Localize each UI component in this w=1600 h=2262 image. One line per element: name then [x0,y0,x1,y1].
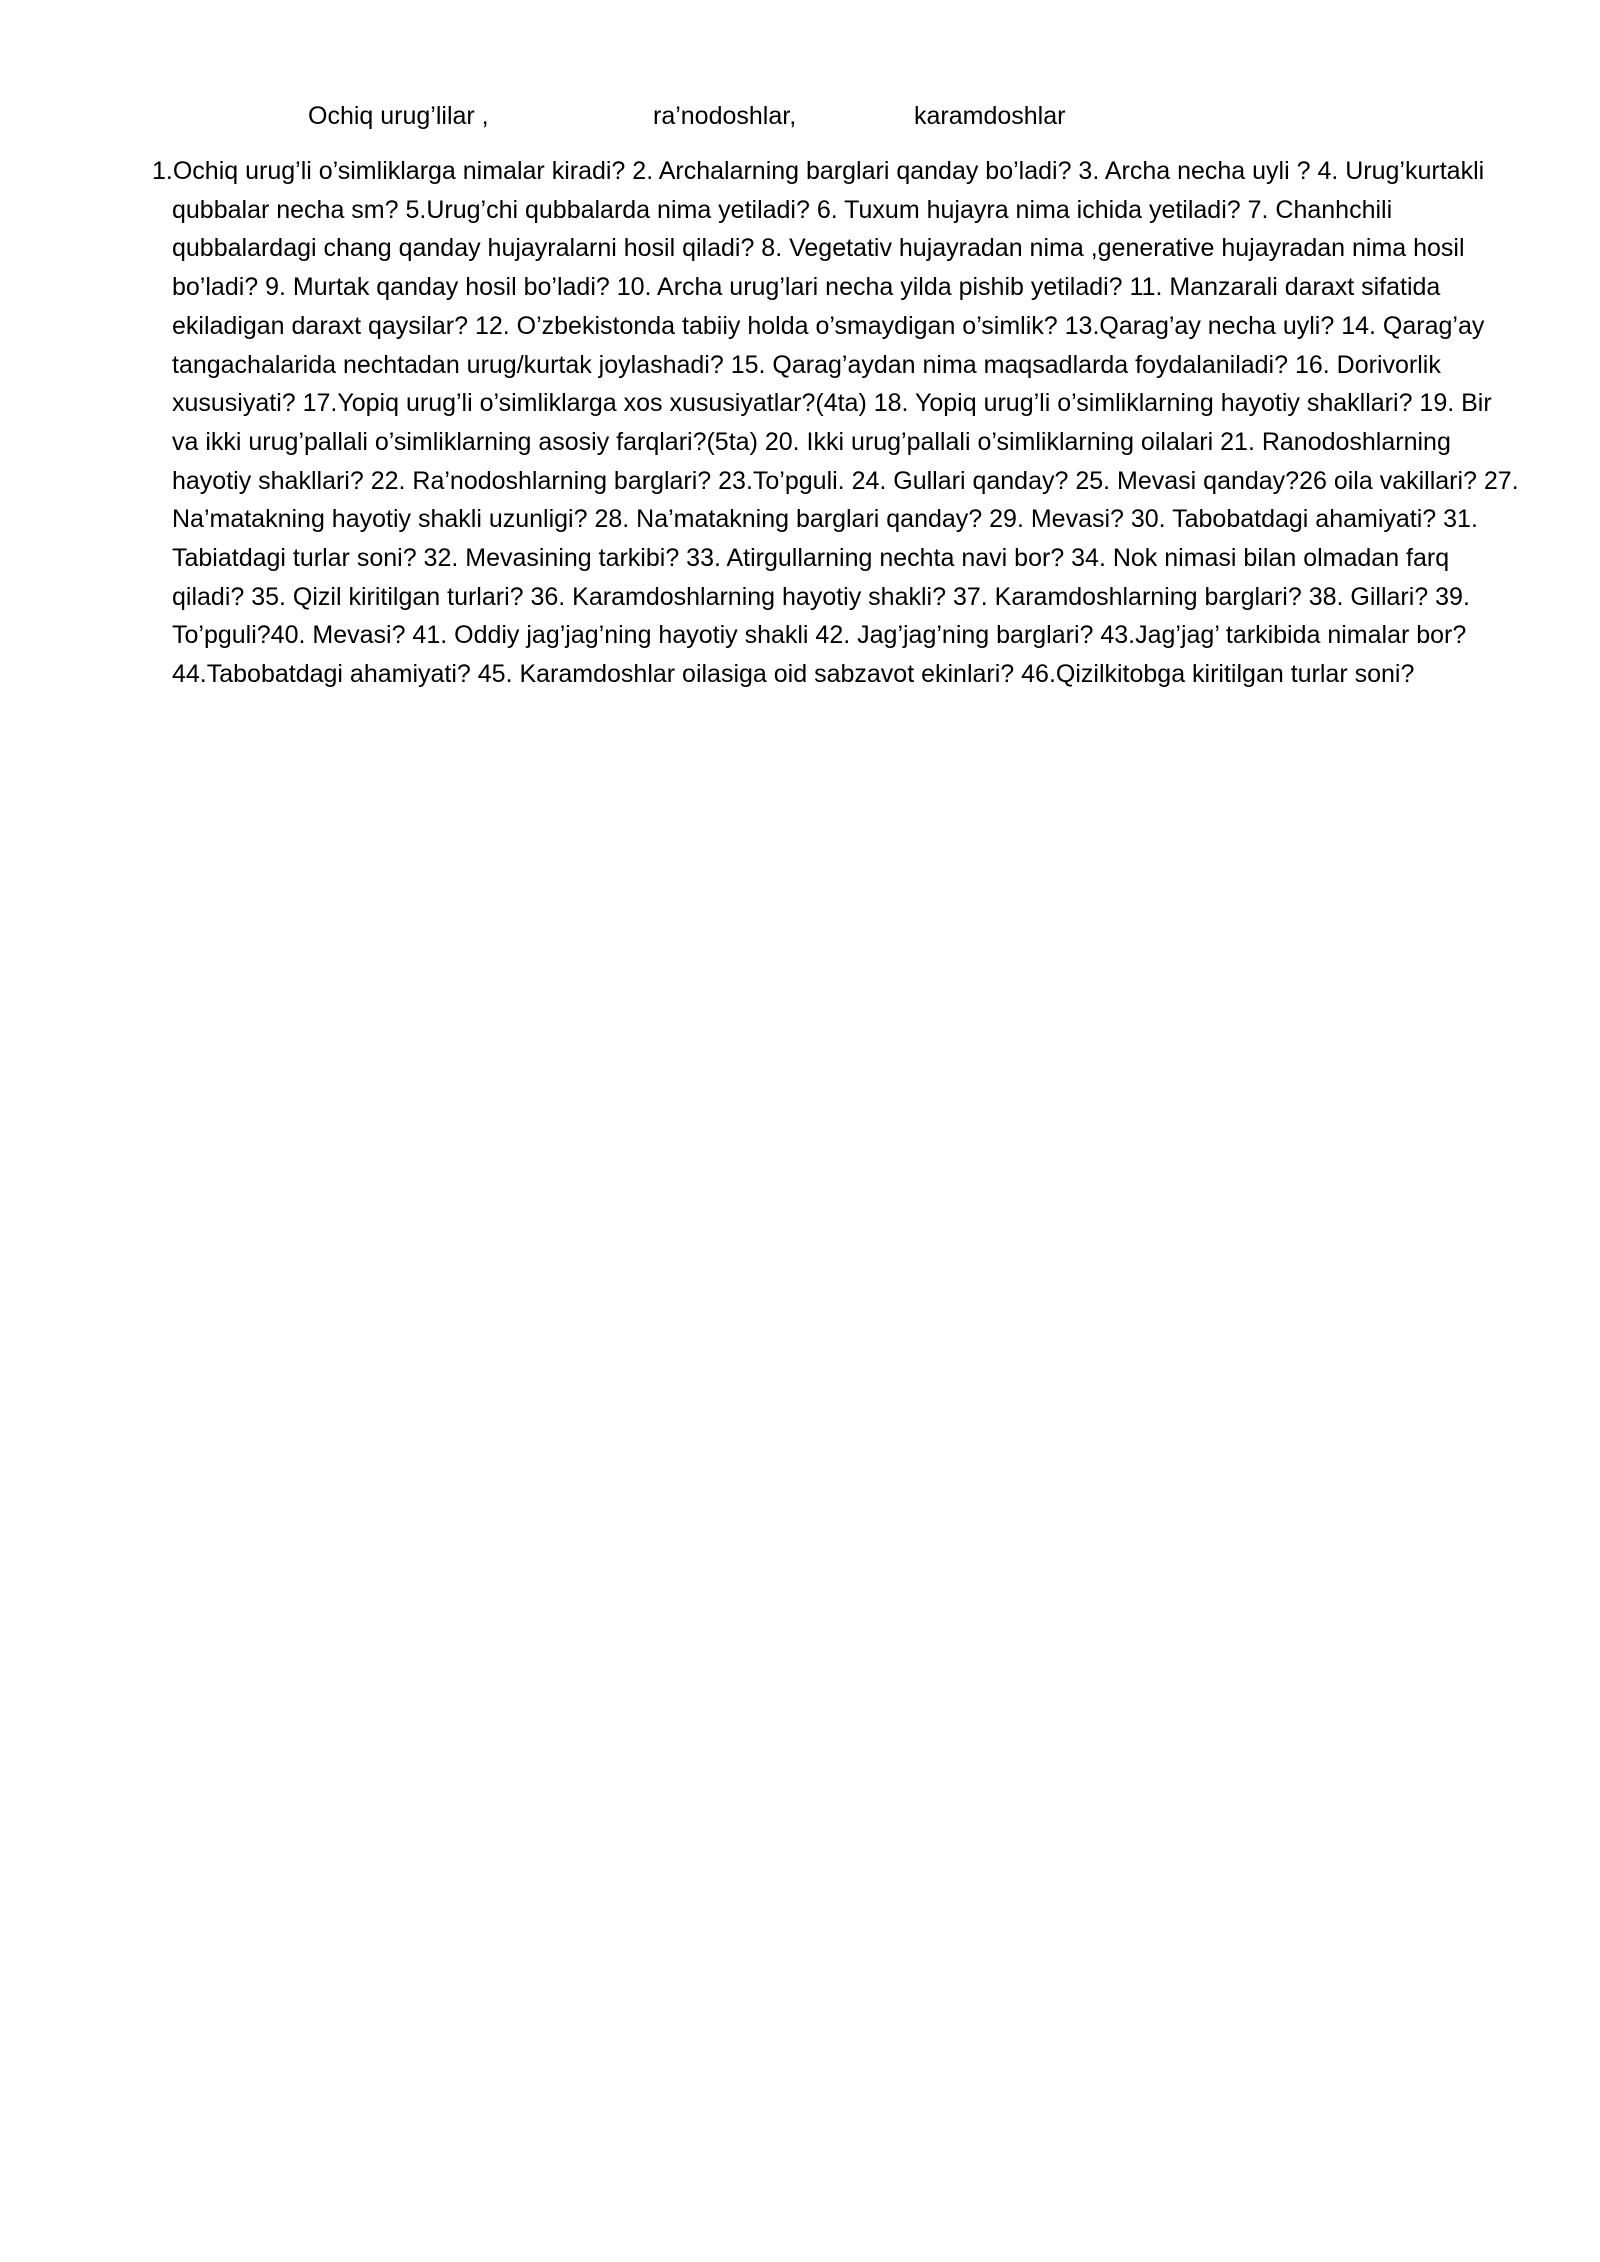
heading-ochiq-uruglilar: Ochiq urug’lilar , [308,102,489,130]
heading-line [0,96,1600,136]
heading-ranodoshlar: ra’nodoshlar, [653,102,797,130]
heading-karamdoshlar: karamdoshlar [914,102,1066,130]
questions-paragraph: 1.Ochiq urug’li o’simliklarga nimalar kiradi? 2. Archalarning barglari qanday bo’ladi? 3. Archa necha uyli ? 4. Urug’kurtakli qubbalar necha sm? 5.Urug’chi qubbalarda nima yetiladi? 6. Tuxum hujayra nima ichida yetiladi? 7. Chanhchili qubbalardagi chang qanday hujayralarni hosil qiladi? 8. Vegetativ hujayradan nima ,generative hujayradan nima hosil bo’ladi? 9. Murtak qanday hosil bo’ladi? 10. Archa urug’lari necha yilda pishib yetiladi? 11. Manzarali daraxt sifatida ekiladigan daraxt qaysilar? 12. O’zbekistonda tabiiy holda o’smaydigan o’simlik? 13.Qarag’ay necha uyli? 14. Qarag’ay tangachalarida nechtadan urug/kurtak joylashadi? 15. Qarag’aydan nima maqsadlarda foydalaniladi? 16. Dorivorlik xususiyati? 17.Yopiq urug’li o’simliklarga xos xususiyatlar?(4ta) 18. Yopiq urug’li o’simliklarning hayotiy shakllari? 19. Bir va ikki urug’pallali o’simliklarning asosiy farqlari?(5ta) 20. Ikki urug’pallali o’simliklarning oilalari 21. Ranodoshlarning hayotiy shakllari? 22. Ra’nodoshlarning barglari? 23.To’pguli. 24. Gullari qanday? 25. Mevasi qanday?26 oila vakillari? 27. Na’matakning hayotiy shakli uzunligi? 28. Na’matakning barglari qanday? 29. Mevasi? 30. Tabobatdagi ahamiyati? 31. Tabiatdagi turlar soni? 32. Mevasining tarkibi? 33. Atirgullarning nechta navi bor? 34. Nok nimasi bilan olmadan farq qiladi? 35. Qizil kiritilgan turlari? 36. Karamdoshlarning hayotiy shakli? 37. Karamdoshlarning barglari? 38. Gillari? 39. To’pguli?40. Mevasi? 41. Oddiy jag’jag’ning hayotiy shakli 42. Jag’jag’ning barglari? 43.Jag’jag’ tarkibida nimalar bor? 44.Tabobatdagi ahamiyati? 45. Karamdoshlar oilasiga oid sabzavot ekinlari? 46.Qizilkitobga kiritilgan turlar soni? [152,157,1519,689]
